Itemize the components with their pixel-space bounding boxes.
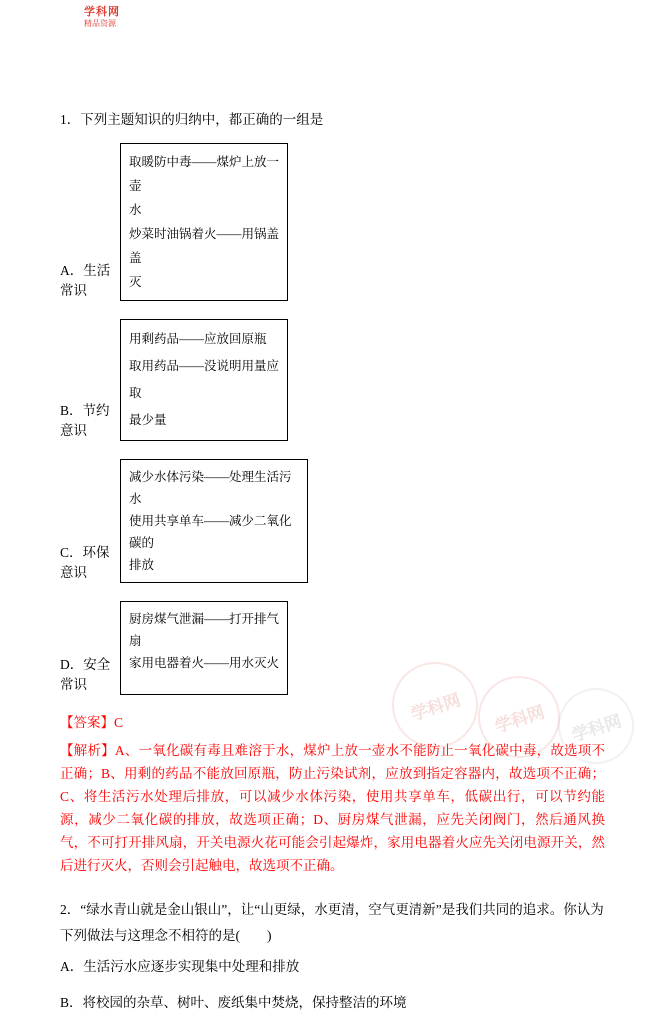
question2-stem: 2．“绿水青山就是金山银山”，让“山更绿，水更清，空气更清新”是我们共同的追求。你认为下列做法与这理念不相符的是( ) bbox=[60, 902, 604, 943]
option-a-box bbox=[120, 143, 288, 301]
option-c-box bbox=[120, 459, 308, 583]
option-d-box bbox=[120, 601, 288, 695]
option-d-box-line: 厨房煤气泄漏——打开排气扇 bbox=[129, 612, 280, 648]
option-c-label: C．环保意识 bbox=[60, 545, 110, 580]
option-b-box-line: 取用药品——没说明用量应取 bbox=[129, 359, 280, 400]
question2 bbox=[60, 897, 605, 1013]
question1-option-d bbox=[60, 601, 605, 695]
option-a-box-line: 灭 bbox=[129, 275, 142, 289]
document-content bbox=[60, 110, 605, 1029]
option-a-box-line: 水 bbox=[129, 203, 142, 217]
option-a-label: A．生活常识 bbox=[60, 263, 111, 298]
question1-option-a bbox=[60, 143, 605, 301]
option-d-label: D．安全常识 bbox=[60, 657, 111, 692]
option-d-box-line: 家用电器着火——用水灭火 bbox=[129, 656, 280, 670]
option-c-box-line: 使用共享单车——减少二氧化碳的 bbox=[129, 514, 292, 550]
option-c-box-line: 减少水体污染——处理生活污水 bbox=[129, 470, 292, 506]
question2-option-b: B．将校园的杂草、树叶、废纸集中焚烧，保持整洁的环境 bbox=[60, 995, 407, 1010]
watermark-stamp: 学科网 bbox=[381, 651, 489, 759]
option-b-box bbox=[120, 319, 288, 441]
question1-answer: 【答案】C bbox=[60, 715, 124, 730]
site-logo bbox=[84, 6, 120, 30]
watermark-stamp: 学科网 bbox=[548, 678, 644, 774]
option-b-box-line: 最少量 bbox=[129, 413, 167, 427]
option-b-box-line: 用剩药品——应放回原瓶 bbox=[129, 332, 267, 346]
question1-option-b bbox=[60, 319, 605, 441]
question1-stem: 1．下列主题知识的归纳中，都正确的一组是 bbox=[60, 112, 324, 127]
option-c-box-line: 排放 bbox=[129, 558, 155, 572]
option-a-box-line: 炒菜时油锅着火——用锅盖盖 bbox=[129, 227, 280, 265]
question1-option-c bbox=[60, 459, 605, 583]
option-b-label: B．节约意识 bbox=[60, 403, 110, 438]
watermark-stamp: 学科网 bbox=[467, 665, 570, 768]
site-logo-subtext: 精品资源 bbox=[84, 19, 116, 28]
question2-option-a: A．生活污水应逐步实现集中处理和排放 bbox=[60, 959, 300, 974]
question1-analysis: 【解析】A、一氧化碳有毒且难溶于水，煤炉上放一壶水不能防止一氧化碳中毒，故选项不正确；B、用剩的药品不能放回原瓶，防止污染试剂，应放到指定容器内，故选项不正确；C、将生活污水处理后排放，可以减少水体污染，使用共享单车，低碳出行，可以节约能源，减少二氧化碳的排放，故选项正确；D、厨房煤气泄漏，应先关闭阀门，然后通风换气，不可打开排风扇，开关电源火花可能会引起爆炸，家用电器着火应先关闭电源开关，然后进行灭火，否则会引起触电，故选项不正确。 bbox=[60, 743, 605, 873]
option-a-box-line: 取暖防中毒——煤炉上放一壶 bbox=[129, 155, 280, 193]
site-logo-text: 学科网 bbox=[84, 6, 120, 18]
